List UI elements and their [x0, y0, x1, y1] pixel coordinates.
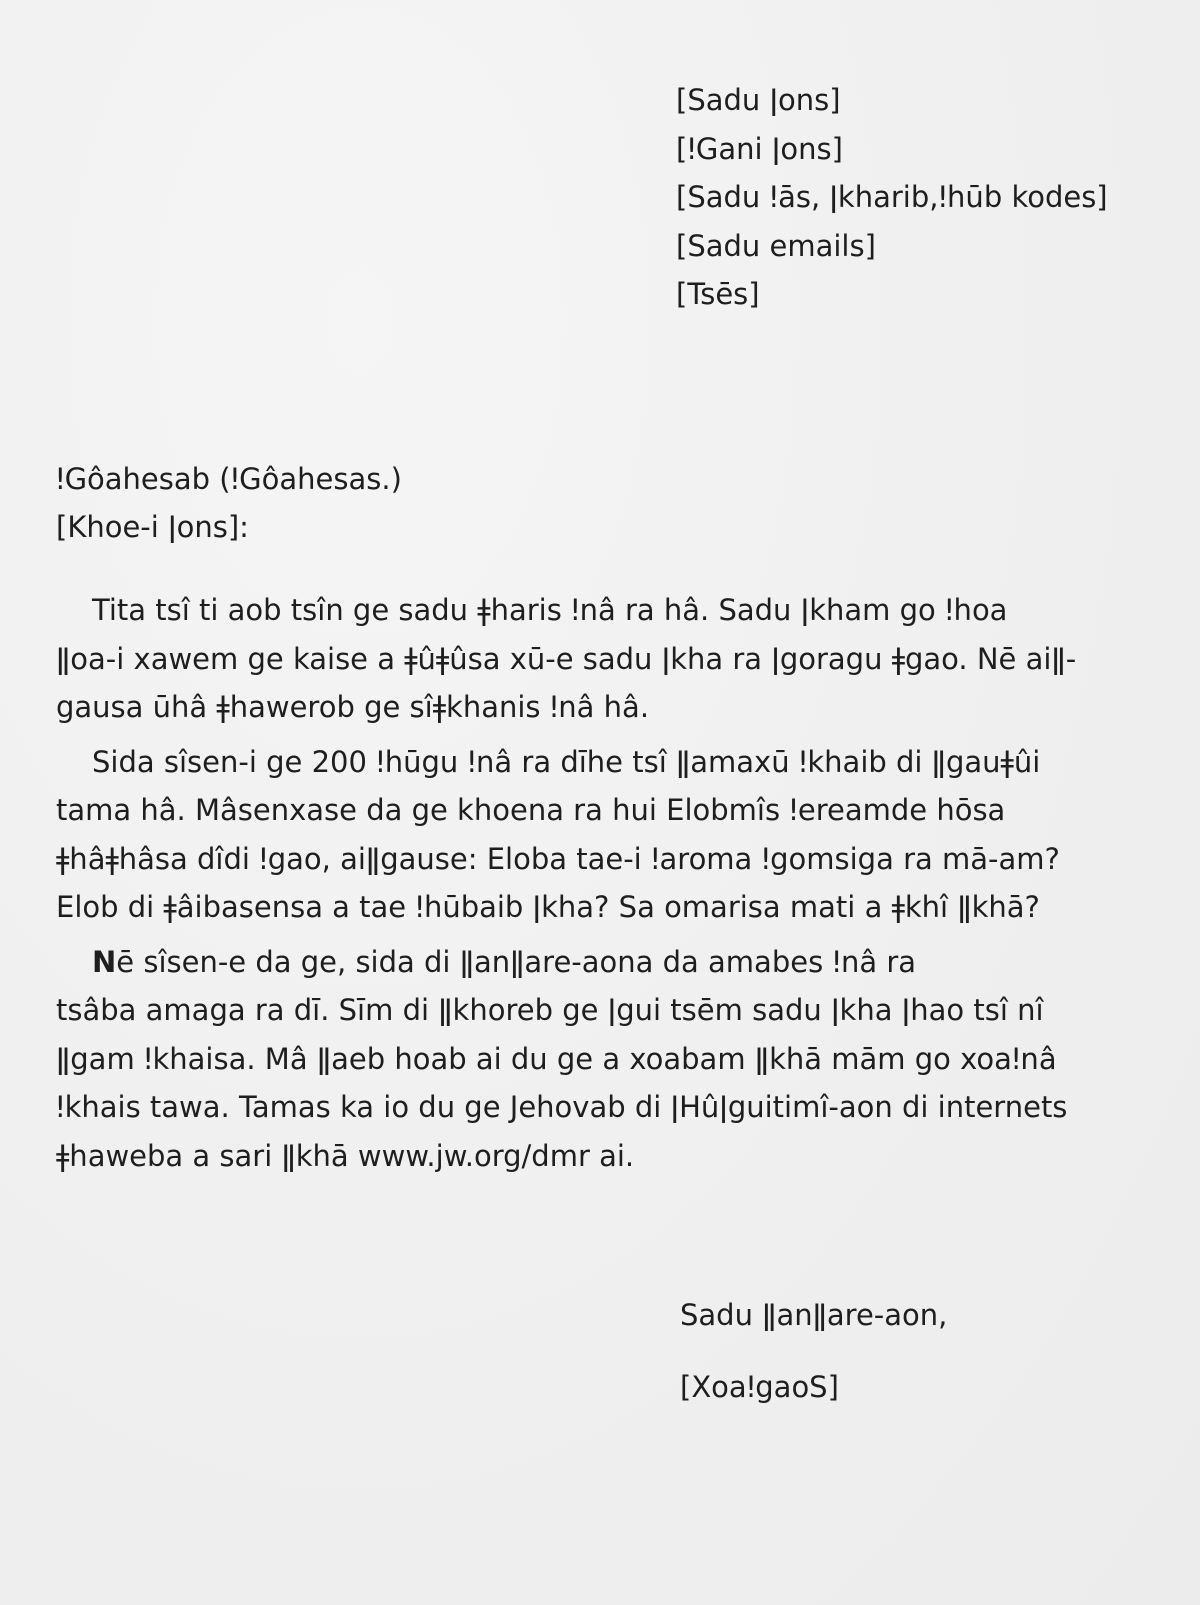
sender-date: [Tsēs]	[676, 277, 760, 311]
sender-email: [Sadu emails]	[676, 228, 876, 263]
paragraph-3-line-1	[56, 938, 1156, 987]
paragraph-3	[56, 938, 1156, 1181]
paragraph-3-line-1-text: ē sîsen-e da ge, sida di ǁanǁare-aona da amabes ǃnâ ra	[116, 944, 917, 979]
paragraph-2-line-2: tama hâ. Mâsenxase da ge khoena ra hui Elobmîs ǃereamde hōsa	[56, 793, 1006, 827]
signature-placeholder: [XoaǃgaoS]	[680, 1370, 839, 1404]
greeting: ǃGôahesab (ǃGôahesas.)	[56, 462, 402, 496]
closing-block	[680, 1291, 1180, 1411]
letter-body	[56, 586, 1156, 1186]
salutation-block	[56, 455, 856, 551]
paragraph-2	[56, 738, 1156, 932]
paragraph-2-line-1: Sida sîsen-i ge 200 ǃhūgu ǃnâ ra dīhe tsî ǁamaxū ǃkhaib di ǁgauǂûi	[92, 744, 1041, 779]
paragraph-3-line-4: ǃkhais tawa. Tamas ka io du ge Jehovab di ǀHûǀguitimî-aon di internets	[56, 1090, 1068, 1124]
paragraph-2-line-3: ǂhâǂhâsa dîdi ǃgao, aiǁgause: Eloba tae-i ǃaroma ǃgomsiga ra mā-am?	[56, 841, 1060, 876]
paragraph-1-line-1: Tita tsî ti aob tsîn ge sadu ǂharis ǃnâ ra hâ. Sadu ǀkham go ǃhoa	[92, 593, 1008, 627]
sender-city-postcode: [Sadu ǃās, ǀkharib,ǃhūb kodes]	[676, 180, 1108, 214]
sender-name: [Sadu ǀons]	[676, 83, 841, 117]
paragraph-1	[56, 586, 1156, 732]
paragraph-1-line-3: gausa ūhâ ǂhawerob ge sîǂkhanis ǃnâ hâ.	[56, 690, 650, 724]
sender-street: [ǃGani ǀons]	[676, 131, 843, 166]
paragraph-3-lead-letter: N	[92, 944, 117, 979]
recipient-name: [Khoe-i ǀons]:	[56, 510, 249, 544]
paragraph-3-line-3: ǁgam ǃkhaisa. Mâ ǁaeb hoab ai du ge a xoabam ǁkhā mām go xoaǃnâ	[56, 1041, 1057, 1076]
valediction: Sadu ǁanǁare-aon,	[680, 1298, 948, 1332]
paragraph-1-line-2: ǁoa-i xawem ge kaise a ǂûǂûsa xū-e sadu ǀkha ra ǀgoragu ǂgao. Nē aiǁ-	[56, 641, 1077, 676]
sender-address-block	[676, 76, 1176, 319]
paragraph-3-line-2: tsâba amaga ra dī. Sīm di ǁkhoreb ge ǀgui tsēm sadu ǀkha ǀhao tsî nî	[56, 993, 1044, 1027]
paragraph-2-line-4: Elob di ǂâibasensa a tae ǃhūbaib ǀkha? Sa omarisa mati a ǂkhî ǁkhā?	[56, 890, 1040, 924]
paragraph-3-line-5: ǂhaweba a sari ǁkhā www.jw.org/dmr ai.	[56, 1138, 635, 1173]
